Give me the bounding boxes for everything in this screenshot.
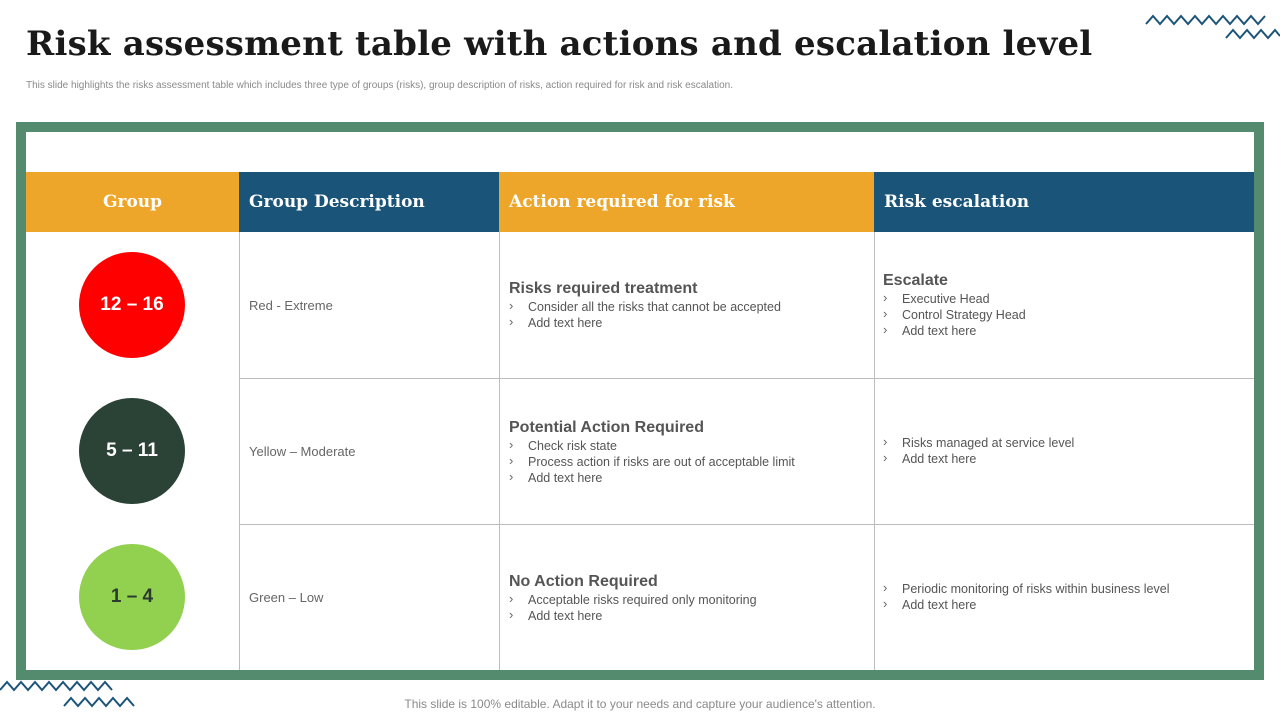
table-panel	[26, 132, 1254, 670]
action-cell-green	[509, 573, 757, 624]
column-divider	[499, 232, 500, 670]
row-divider	[239, 378, 1254, 379]
escalation-item: › Executive Head	[883, 291, 1026, 307]
risk-range-badge-red: 12 – 16	[79, 252, 185, 358]
escalation-item: › Control Strategy Head	[883, 307, 1026, 323]
escalation-title: Escalate	[883, 272, 948, 289]
footer-note: This slide is 100% editable. Adapt it to your needs and capture your audience's attention.	[404, 697, 876, 711]
escalation-cell-green	[883, 581, 1169, 613]
action-cell-red	[509, 280, 781, 331]
action-item: › Consider all the risks that cannot be accepted	[509, 299, 781, 315]
action-title: Potential Action Required	[509, 419, 704, 436]
risk-range-badge-light-green: 1 – 4	[79, 544, 185, 650]
header-action: Action required for risk	[499, 172, 874, 232]
escalation-cell-red	[883, 272, 1026, 339]
zigzag-decoration-top-right	[1144, 10, 1280, 42]
column-divider	[874, 232, 875, 670]
header-escalation: Risk escalation	[874, 172, 1254, 232]
table-frame	[16, 122, 1264, 680]
action-cell-yellow	[509, 419, 795, 486]
escalation-cell-yellow	[883, 435, 1074, 467]
header-group: Group	[26, 172, 239, 232]
action-item: › Process action if risks are out of acceptable limit	[509, 454, 795, 470]
action-item: › Add text here	[509, 470, 795, 486]
escalation-item: › Risks managed at service level	[883, 435, 1074, 451]
action-item: › Add text here	[509, 608, 757, 624]
column-divider	[239, 232, 240, 670]
row-divider	[239, 524, 1254, 525]
action-title: No Action Required	[509, 573, 658, 590]
action-item: › Acceptable risks required only monitoring	[509, 592, 757, 608]
group-description-red: Red - Extreme	[249, 298, 333, 313]
group-description-green: Green – Low	[249, 590, 324, 605]
action-item: › Check risk state	[509, 438, 795, 454]
action-item: › Add text here	[509, 315, 781, 331]
header-description: Group Description	[239, 172, 499, 232]
page-subtitle: This slide highlights the risks assessment table which includes three type of groups (risks), group description of risks, action required for risk and risk escalation.	[26, 80, 733, 91]
action-title: Risks required treatment	[509, 280, 698, 297]
page-title: Risk assessment table with actions and escalation level	[26, 24, 1093, 64]
escalation-item: › Add text here	[883, 597, 1169, 613]
group-description-yellow: Yellow – Moderate	[249, 444, 356, 459]
escalation-item: › Add text here	[883, 451, 1074, 467]
risk-range-badge-dark-green: 5 – 11	[79, 398, 185, 504]
escalation-item: › Add text here	[883, 323, 1026, 339]
escalation-item: › Periodic monitoring of risks within business level	[883, 581, 1169, 597]
